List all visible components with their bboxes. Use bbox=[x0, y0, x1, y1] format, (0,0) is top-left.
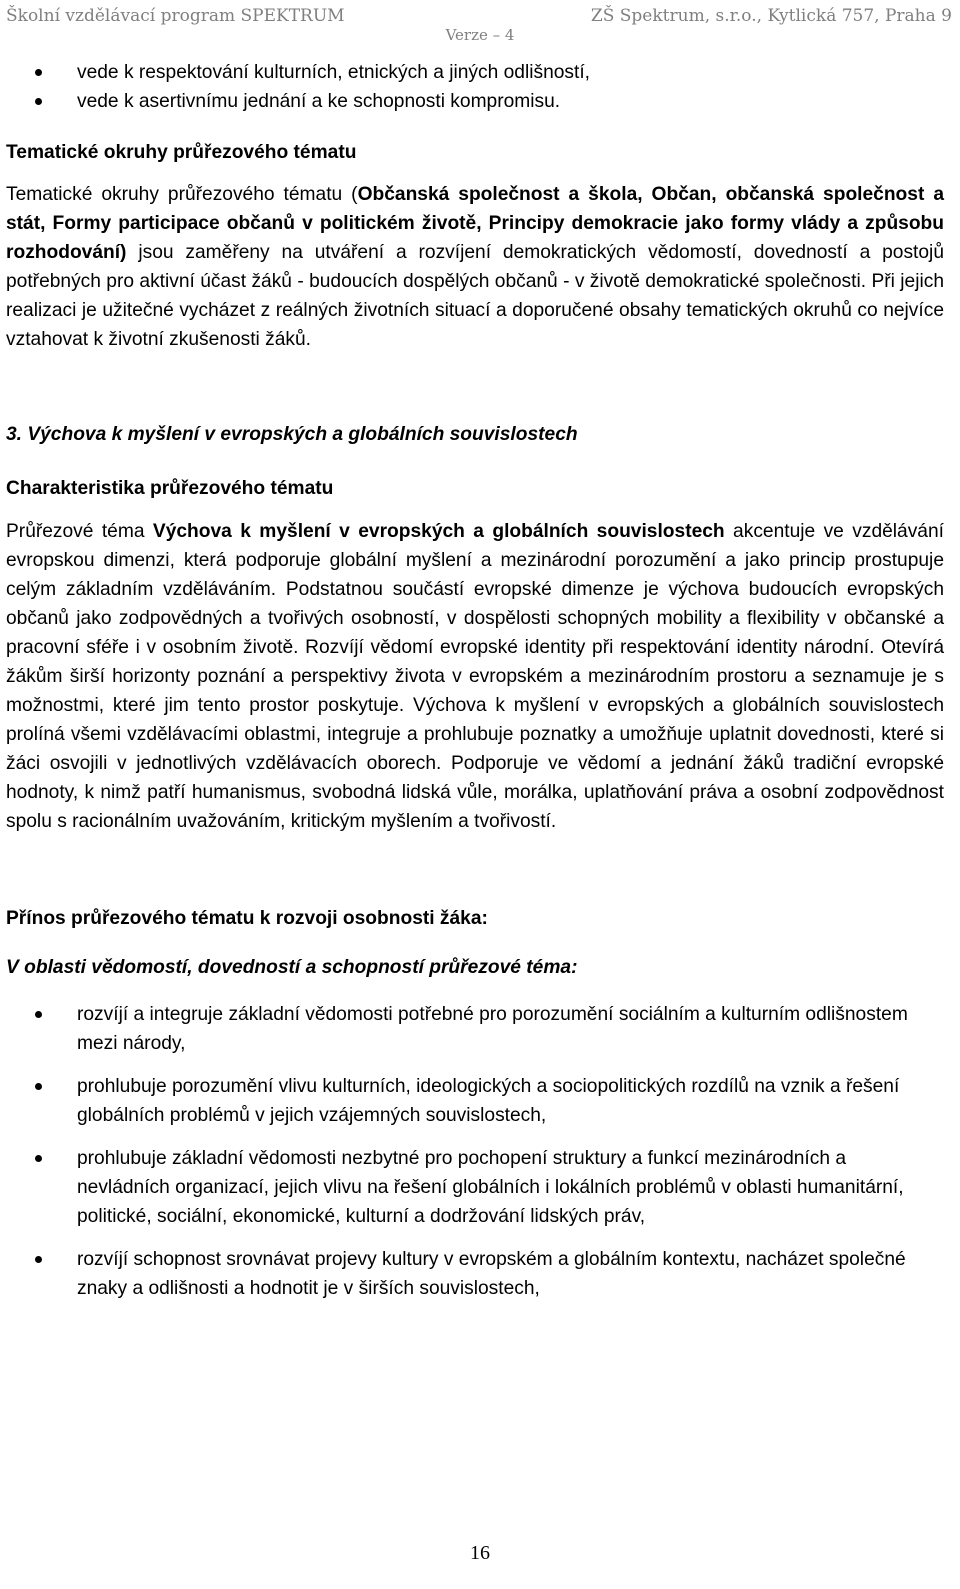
list-item: prohlubuje základní vědomosti nezbytné pro pochopení struktury a funkcí mezinárodních a nevládních organizací, jejich vlivu na řešení globálních i lokálních problémů v oblasti humanitární, politické, sociální, ekonomické, kulturní a dodržování lidských práv, bbox=[6, 1144, 944, 1231]
bullet-icon bbox=[35, 1011, 42, 1018]
contribution-bullet-list bbox=[6, 1000, 944, 1303]
section-heading-characteristics: Charakteristika průřezového tématu bbox=[6, 478, 334, 499]
topics-paragraph: Tematické okruhy průřezového tématu (Občanská společnost a škola, Občan, občanská společnost a stát, Formy participace občanů v politickém životě, Principy demokracie jako formy vlády a způsobu rozhodování) jsou zaměřeny na utváření a rozvíjení demokratických vědomostí, dovedností a postojů potřebných pro aktivní účast žáků - budoucích dospělých občanů - v životě demokratické společnosti. Při jejich realizaci je užitečné vycházet z reálných životních situací a doporučené obsahy tematických okruhů co nejvíce vztahovat k životní zkušenosti žáků. bbox=[6, 184, 944, 350]
section-title: 3. Výchova k myšlení v evropských a globálních souvislostech bbox=[6, 424, 578, 445]
list-item: rozvíjí a integruje základní vědomosti potřebné pro porozumění sociálním a kulturním odlišnostem mezi národy, bbox=[6, 1000, 944, 1058]
list-item: prohlubuje porozumění vlivu kulturních, ideologických a sociopolitických rozdílů na vznik a řešení globálních problémů v jejich vzájemných souvislostech, bbox=[6, 1072, 944, 1130]
header-school-program: Školní vzdělávací program SPEKTRUM bbox=[6, 6, 345, 26]
page-number: 16 bbox=[470, 1542, 490, 1564]
intro-bullet-list bbox=[6, 58, 944, 116]
bullet-icon bbox=[35, 1083, 42, 1090]
page-header bbox=[0, 0, 960, 44]
document-body bbox=[6, 58, 944, 1303]
section-subheading-knowledge: V oblasti vědomostí, dovedností a schopností průřezové téma: bbox=[6, 957, 578, 978]
header-school-address: ZŠ Spektrum, s.r.o., Kytlická 757, Praha 9 bbox=[590, 6, 952, 26]
list-item: vede k asertivnímu jednání a ke schopnosti kompromisu. bbox=[6, 87, 944, 116]
characteristics-paragraph: Průřezové téma Výchova k myšlení v evropských a globálních souvislostech akcentuje ve vzdělávání evropskou dimenzi, která podporuje globální myšlení a mezinárodní porozumění a jako princip prostupuje celým základním vzděláváním. Podstatnou součástí evropské dimenze je výchova budoucích evropských občanů jako zodpovědných a tvořivých osobností, v dospělosti schopných mobility a flexibility v občanské a pracovní sféře i v osobním životě. Rozvíjí vědomí evropské identity při respektování identity národní. Otevírá žákům širší horizonty poznání a perspektivy života v evropském a mezinárodním prostoru a seznamuje je s možnostmi, které jim tento prostor poskytuje. Výchova k myšlení v evropských a globálních souvislostech prolíná všemi vzdělávacími oblastmi, integruje a prohlubuje poznatky a umožňuje uplatnit dovednosti, které si žáci osvojili v jednotlivých vzdělávacích oborech. Podporuje ve vědomí a jednání žáků tradiční evropské hodnoty, k nimž patří humanismus, svobodná lidská vůle, morálka, uplatňování práva a osobní zodpovědnost spolu s racionálním uvažováním, kritickým myšlením a tvořivostí. bbox=[6, 521, 944, 832]
topics-bold-list: Občanská společnost a škola, Občan, občanská společnost a stát, Formy participace občanů v politickém životě, Principy demokracie jako formy vlády a způsobu rozhodování) bbox=[6, 184, 944, 263]
bullet-icon bbox=[35, 69, 42, 76]
bullet-icon bbox=[35, 1155, 42, 1162]
theme-name-bold: Výchova k myšlení v evropských a globálních souvislostech bbox=[152, 521, 725, 542]
bullet-icon bbox=[35, 98, 42, 105]
header-version: Verze – 4 bbox=[445, 26, 515, 44]
list-item: vede k respektování kulturních, etnických a jiných odlišností, bbox=[6, 58, 944, 87]
list-item: rozvíjí schopnost srovnávat projevy kultury v evropském a globálním kontextu, nacházet společné znaky a odlišnosti a hodnotit je v širších souvislostech, bbox=[6, 1245, 944, 1303]
section-heading-contribution: Přínos průřezového tématu k rozvoji osobnosti žáka: bbox=[6, 908, 488, 929]
section-heading-topics: Tematické okruhy průřezového tématu bbox=[6, 142, 357, 163]
bullet-icon bbox=[35, 1256, 42, 1263]
